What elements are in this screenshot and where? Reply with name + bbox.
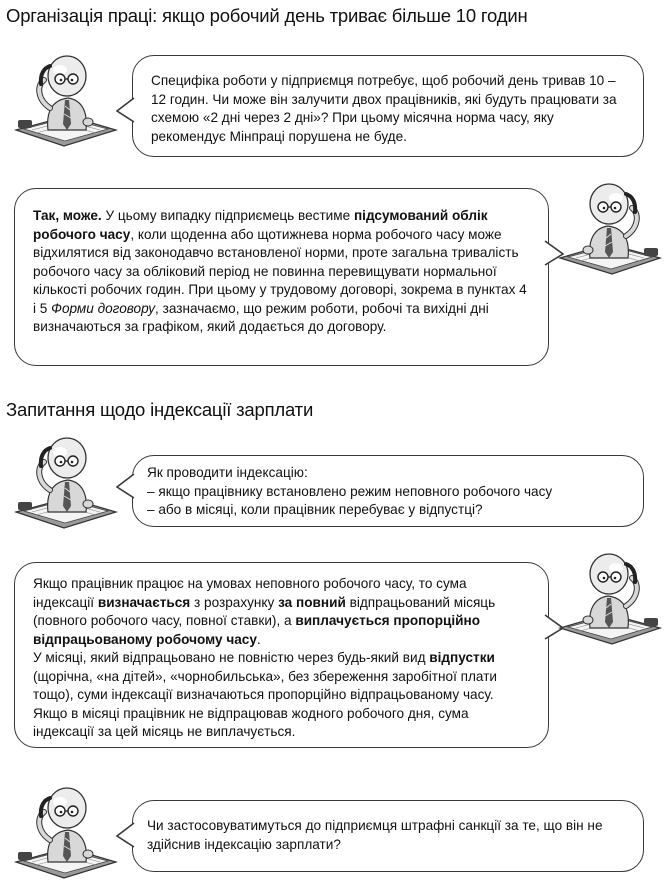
- section-heading: Організація праці: якщо робочий день триває більше 10 годин: [6, 5, 528, 26]
- answer-span: У цьому випадку підприємець вестиме: [101, 208, 354, 223]
- question-line: – або в місяці, коли працівник перебуває у відпустці?: [147, 502, 483, 517]
- person-on-phone-icon: [556, 178, 666, 278]
- person-on-phone-icon: [10, 782, 120, 882]
- answer-paragraph: [33, 575, 530, 649]
- answer-emphasis: визначається: [97, 594, 191, 610]
- bubble-tail-left-icon: [117, 98, 137, 124]
- answer-span: відпрацьований місяць (повного робочого часу, повної ставки), а: [33, 594, 496, 628]
- answer-emphasis: відпустки: [429, 650, 495, 665]
- answer-span: з розрахунку: [190, 594, 279, 610]
- question-bubble: [132, 55, 644, 157]
- answer-span: Якщо працівник працює на умовах неповного робочого часу, то сума індексації: [33, 576, 467, 610]
- question-bubble: [132, 800, 644, 872]
- answer-paragraph: [33, 649, 530, 705]
- person-on-phone-icon: [556, 548, 666, 648]
- question-text: Специфіка роботи у підприємця потребує, щоб робочий день тривав 10 – 12 годин. Чи може він залучити двох працівників, які будуть працювати за схемою «2 дні через 2 дні»? При цьому місячна норма часу, яку рекомендує Мінпраці порушена не буде.: [151, 73, 617, 144]
- bubble-tail-left-icon: [117, 823, 137, 849]
- answer-text: [33, 207, 530, 337]
- answer-emphasis: підсумований облік робочого часу: [33, 208, 488, 242]
- person-on-phone-icon: [10, 50, 120, 150]
- answer-italic: Форми договору: [51, 300, 156, 316]
- answer-emphasis: за повний: [278, 594, 346, 610]
- question-text: Чи застосовуватимуться до підприємця штрафні санкції за те, що він не здійснив індексацію зарплати?: [147, 818, 603, 852]
- answer-bubble: [14, 562, 549, 748]
- person-on-phone-icon: [10, 432, 120, 532]
- answer-span: (щорічна, «на дітей», «чорнобильська», без збереження заробітної плати тощо), суми індексації визначаються пропорційно відпрацьованому часу.: [33, 668, 498, 702]
- answer-span: У місяці, який відпрацьовано не повністю через будь-який вид: [33, 650, 430, 665]
- answer-emphasis: виплачується пропорційно відпрацьованому робочому часу: [33, 613, 481, 647]
- answer-span: .: [256, 631, 261, 647]
- answer-paragraph: Якщо в місяці працівник не відпрацював жодного робочого дня, сума індексації за цей місяць не виплачується.: [33, 705, 469, 739]
- question-line: Як проводити індексацію:: [147, 465, 308, 480]
- answer-span: , зазначаємо, що режим роботи, робочі та вихідні дні визначаються за графіком, який додається до договору.: [33, 300, 489, 334]
- answer-lead: Так, може.: [33, 208, 102, 223]
- answer-span: , коли щоденна або щотижнева норма робочого часу може відхилятися від законодавчо встановленої норми, проте загальна тривалість робочого часу за обліковий період не повинна перевищувати нормальної кількості робочих годин. При цьому у трудовому договорі, зокрема в пунктах 4 і 5: [33, 226, 527, 316]
- answer-bubble: [14, 188, 549, 366]
- bubble-tail-left-icon: [117, 474, 137, 500]
- question-line: – якщо працівнику встановлено режим неповного робочого часу: [147, 483, 553, 499]
- section-heading: Запитання щодо індексації зарплати: [6, 399, 314, 420]
- question-bubble: [132, 455, 644, 527]
